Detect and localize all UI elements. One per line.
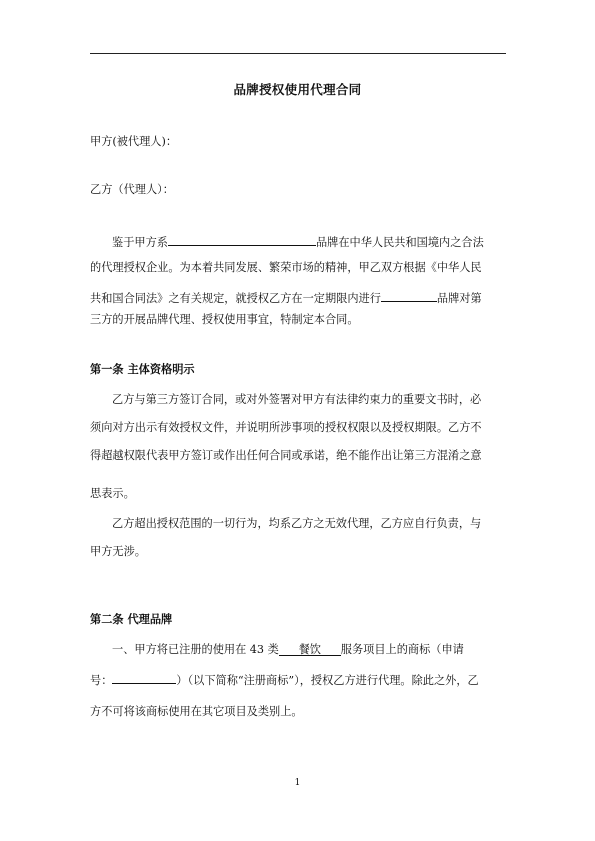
brand-name-blank[interactable] [168,233,316,246]
brand-blank[interactable] [381,289,437,302]
preamble-text: 共和国合同法》之有关规定，就授权乙方在一定期限内进行 [90,292,381,305]
preamble-text: 品牌在中华人民共和国境内之合法 [315,236,484,249]
preamble-line-2: 的代理授权企业。为本着共同发展、繁荣市场的精神，甲乙双方根据《中华人民 [90,261,482,274]
party-b-line: 乙方（代理人）： [90,183,174,196]
preamble-line-3 [90,289,510,306]
article-1-line-2: 须向对方出示有效授权文件，并说明所涉事项的授权权限以及授权期限。乙方不 [90,421,482,434]
article-2-text: 一、甲方将已注册的使用在 43 类 [112,643,279,656]
preamble-line-1 [90,233,510,250]
article-2-line-1 [90,643,510,657]
service-blank[interactable] [279,643,341,656]
document-title: 品牌授权使用代理合同 [233,82,362,97]
preamble-text: 品牌对第 [436,292,482,305]
application-number-blank[interactable] [112,671,176,684]
party-a-line: 甲方(被代理人)： [90,135,178,148]
article-2-heading: 第二条 代理品牌 [90,613,173,626]
page-number: 1 [294,778,301,788]
article-2-line-3: 方不可将该商标使用在其它项目及类别上。 [90,705,303,718]
preamble-line-4: 三方的开展品牌代理、授权使用事宜，特制定本合同。 [90,313,359,326]
service-value: 餐饮 [298,643,321,656]
article-1-line-6: 甲方无涉。 [90,545,146,558]
article-1-line-1 [90,393,510,407]
article-1-line-3: 得超越权限代表甲方签订或作出任何合同或承诺，绝不能作出让第三方混淆之意 [90,449,482,462]
article-2-text: ）（以下简称“注册商标”），授权乙方进行代理。除此之外，乙 [176,674,479,687]
article-2-line-2 [90,671,510,688]
article-1-heading: 第一条 主体资格明示 [90,363,195,376]
article-1-line-5 [90,517,510,531]
article-1-text: 乙方超出授权范围的一切行为，均系乙方之无效代理，乙方应自行负责，与 [112,517,482,530]
article-1-line-4: 思表示。 [90,487,135,500]
article-2-text: 服务项目上的商标（申请 [340,643,464,656]
preamble-text: 鉴于甲方系 [112,236,168,249]
article-1-text: 乙方与第三方签订合同，或对外签署对甲方有法律约束力的重要文书时，必 [112,393,482,406]
header-rule [90,53,506,54]
article-2-text: 号： [90,674,113,687]
